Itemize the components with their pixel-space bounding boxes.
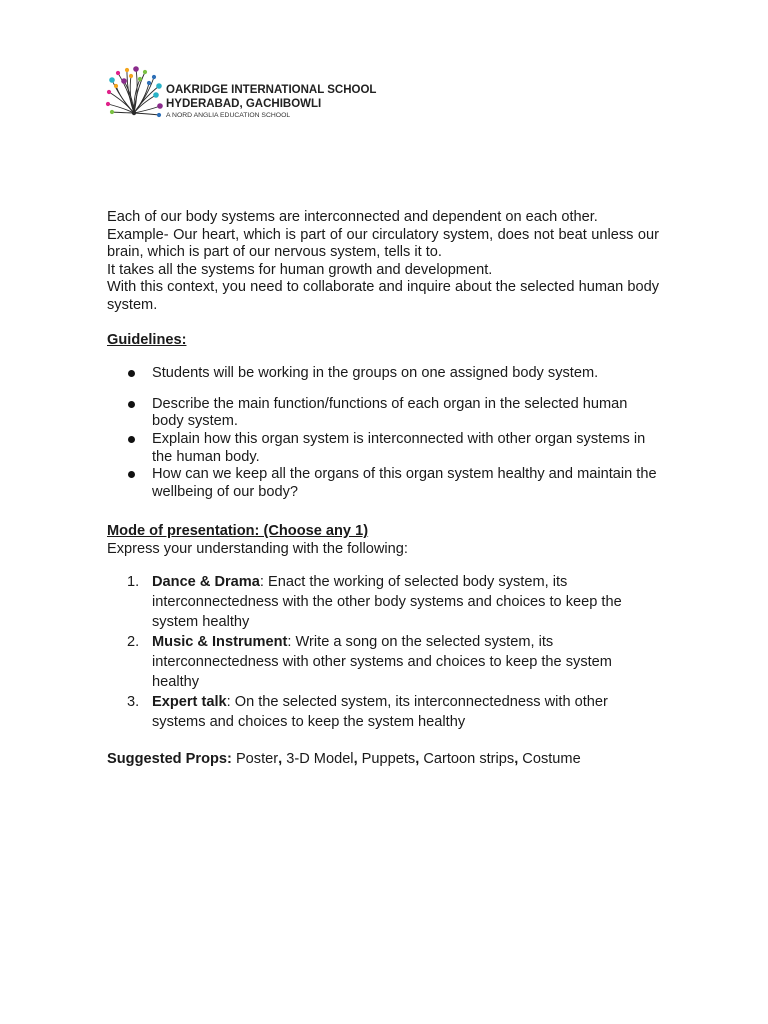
item-title: Dance & Drama [152, 573, 260, 590]
intro-line-4: With this context, you need to collaborate and inquire about the selected human body system. [107, 279, 659, 313]
presentation-item [107, 572, 659, 632]
props-label: Suggested Props: [107, 750, 232, 767]
prop-separator: , [278, 750, 287, 767]
item-title: Music & Instrument [152, 633, 288, 650]
prop-item: Cartoon strips [423, 750, 515, 767]
guideline-item [107, 466, 659, 501]
bullet-icon [128, 401, 135, 408]
item-number: 2. [127, 633, 140, 650]
item-text: : On the selected system, its interconnectedness with other systems and choices to keep the system healthy [152, 693, 608, 730]
svg-text:OAKRIDGE INTERNATIONAL SCHOOL: OAKRIDGE INTERNATIONAL SCHOOL [166, 84, 377, 96]
guideline-text: Describe the main function/functions of each organ in the selected human body system. [152, 395, 628, 430]
guidelines-heading: Guidelines: [107, 331, 187, 348]
prop-item: Poster [235, 750, 279, 767]
school-logo [104, 66, 444, 126]
intro-line-2: Example- Our heart, which is part of our circulatory system, does not beat unless our brain, which is part of our nervous system, tells it to. [107, 226, 659, 261]
presentation-item [107, 692, 659, 732]
item-number: 3. [127, 693, 140, 710]
intro-line-3: It takes all the systems for human growth and development. [107, 261, 493, 278]
presentation-intro: Express your understanding with the following: [107, 540, 408, 557]
props-list [236, 751, 581, 767]
bullet-icon [128, 436, 135, 443]
svg-text:A NORD ANGLIA EDUCATION SCHOOL: A NORD ANGLIA EDUCATION SCHOOL [166, 112, 291, 119]
item-text: : Write a song on the selected system, its interconnectedness with other systems and choices to keep the system healthy [152, 633, 612, 690]
guideline-text: How can we keep all the organs of this organ system healthy and maintain the wellbeing of our body? [152, 466, 657, 500]
bullet-icon [128, 471, 135, 478]
guideline-text: Students will be working in the groups on one assigned body system. [152, 365, 599, 382]
guidelines-list [107, 365, 659, 501]
guideline-text: Explain how this organ system is interconnected with other organ systems in the human body. [152, 430, 646, 465]
item-title: Expert talk [152, 693, 227, 710]
guideline-item [107, 396, 659, 431]
presentation-list [107, 572, 659, 732]
item-number: 1. [127, 573, 140, 590]
suggested-props [107, 751, 659, 769]
item-text: : Enact the working of selected body system, its interconnectedness with the other body systems and choices to keep the system healthy [152, 573, 622, 630]
svg-text:HYDERABAD, GACHIBOWLI: HYDERABAD, GACHIBOWLI [166, 98, 322, 110]
presentation-item [107, 632, 659, 692]
document-body [107, 209, 659, 783]
guideline-item [107, 365, 659, 383]
presentation-heading: Mode of presentation: (Choose any 1) [107, 523, 369, 540]
bullet-icon [128, 370, 135, 377]
prop-separator: , [514, 750, 523, 767]
guideline-item [107, 431, 659, 466]
intro-paragraph [107, 209, 659, 315]
prop-separator: , [415, 750, 424, 767]
prop-item: Costume [522, 750, 581, 767]
dandelion-logo-icon [106, 66, 163, 117]
prop-separator: , [353, 750, 362, 767]
intro-line-1: Each of our body systems are interconnected and dependent on each other. [107, 209, 598, 225]
prop-item: 3-D Model [286, 750, 354, 767]
prop-item: Puppets [361, 750, 416, 767]
